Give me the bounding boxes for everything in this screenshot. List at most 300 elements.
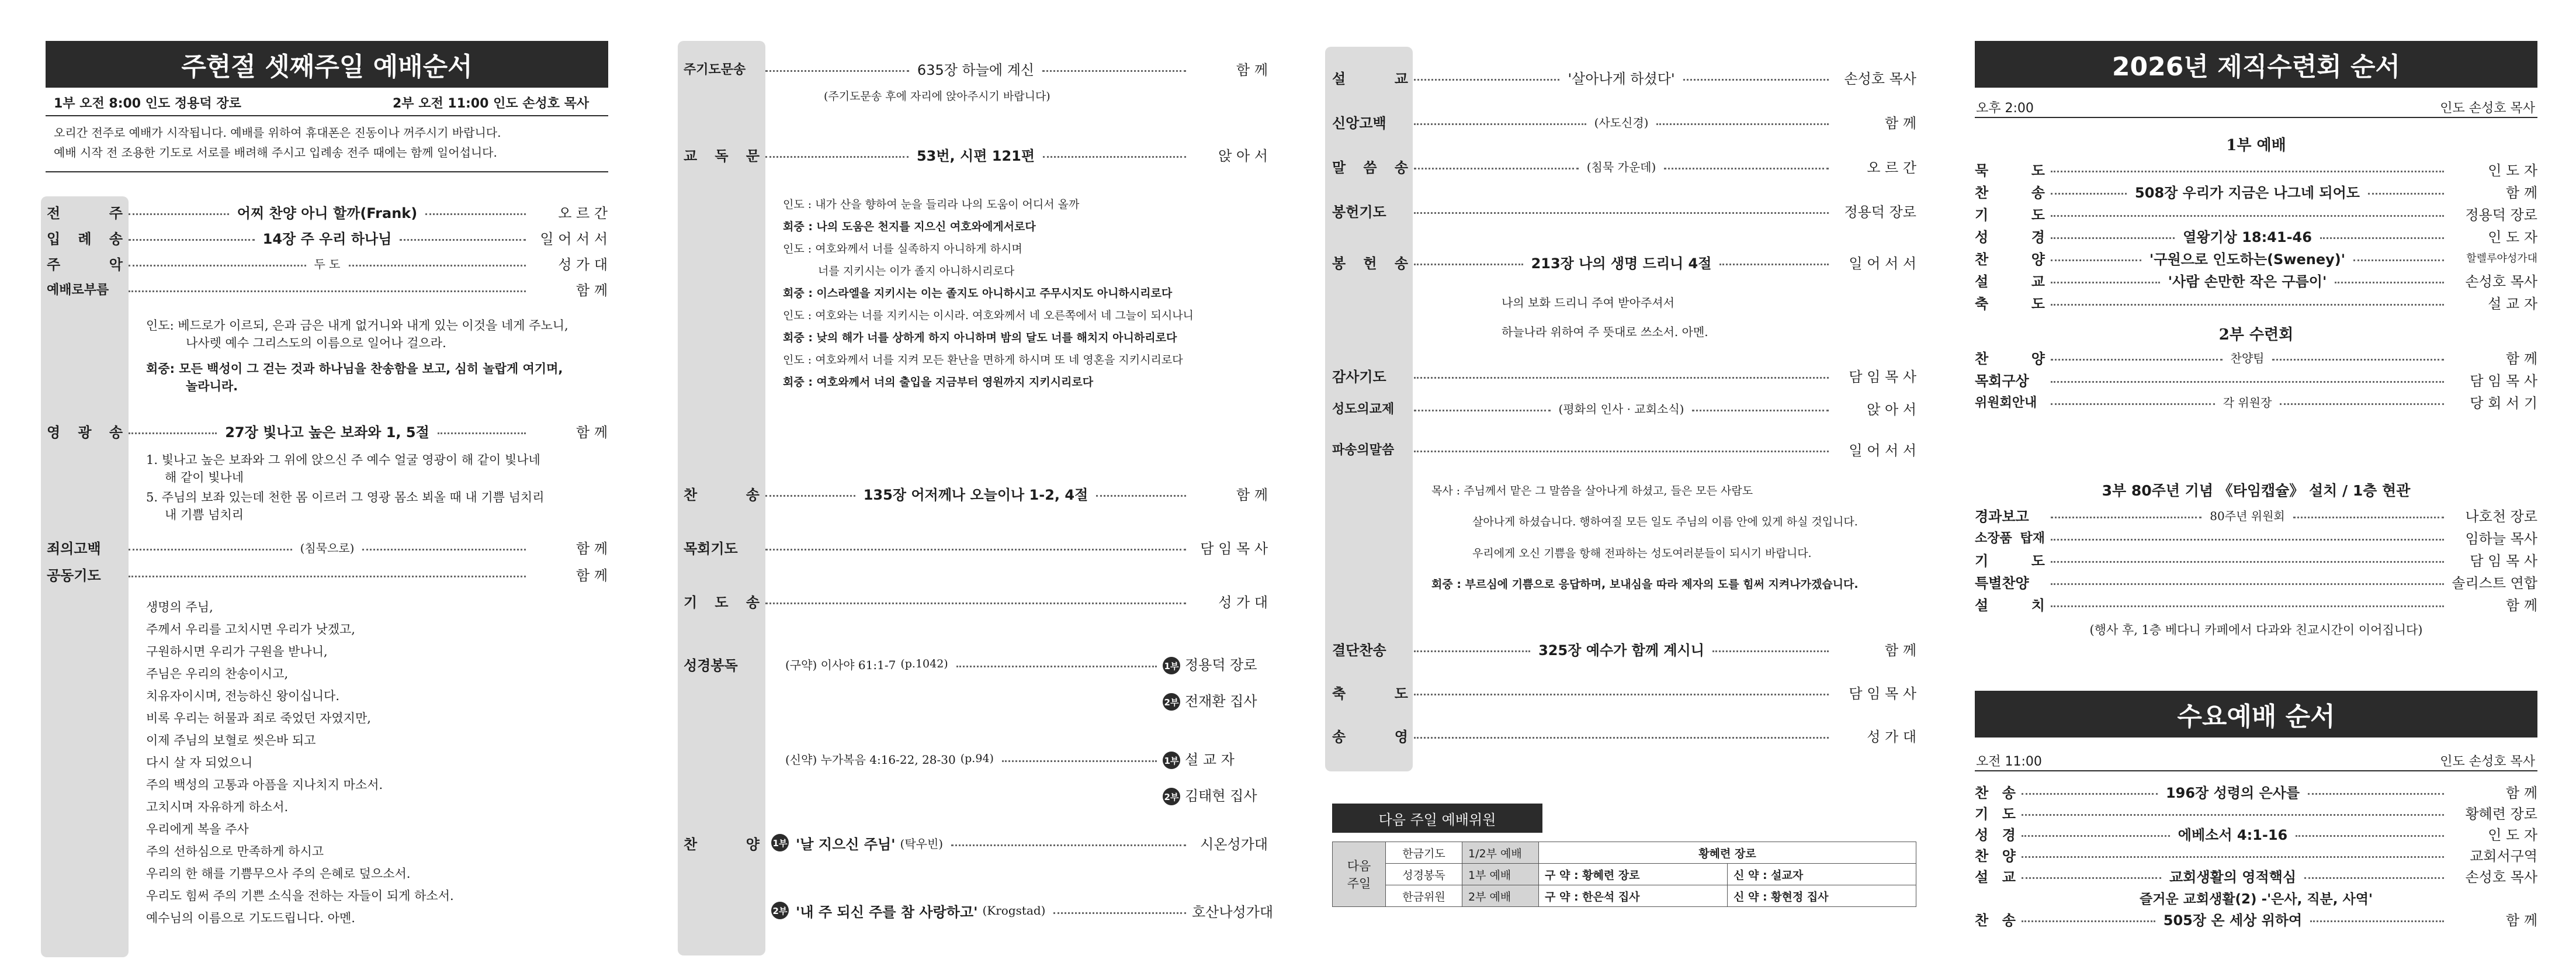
service-cell: 1부 예배 [1462, 864, 1539, 885]
leader-dots [2022, 814, 2444, 816]
prayer-line: 치유자이시며, 전능하신 왕이십니다. [146, 689, 339, 703]
reading1-reader2 [1163, 690, 1268, 711]
item-label: 찬 송 [1975, 184, 2045, 201]
call-line-1a: 인도: 베드로가 이르되, 은과 금은 내게 없거니와 내게 있는 이것을 네게 주노니, [146, 318, 568, 333]
p4-item [1975, 844, 2537, 865]
item-who: 함 께 [1885, 642, 1917, 659]
sending-line: 우리에게 오신 기쁨을 항해 전파하는 성도여러분들이 되시기 바랍니다. [1472, 547, 1812, 560]
leader-dots [2051, 215, 2444, 217]
panel-retreat-and-wednesday [1928, 0, 2576, 966]
leader-dots [2022, 856, 2444, 858]
badge-2nd-service: 2부 [1163, 693, 1180, 711]
item-who: 일 어 서 서 [1849, 255, 1916, 272]
leader-dots [2051, 304, 2444, 306]
item-label: 말 씀 송 [1332, 159, 1408, 176]
item-label: 결단찬송 [1332, 642, 1386, 659]
item-title: (평화의 인사 · 교회소식) [1558, 401, 1684, 416]
item-who: 교회서구역 [2470, 847, 2537, 864]
item-call-to-worship [47, 276, 608, 302]
p4-item [1975, 202, 2537, 224]
item-who: 설 교 자 [2488, 295, 2537, 312]
reading2-second [1163, 782, 1268, 808]
leader-dots [1096, 495, 1186, 497]
panel-worship-end [1285, 0, 1928, 966]
responsive-line: 인도 : 여호와께서 너를 실족하지 아니하게 하시며 [783, 243, 1022, 255]
item-responsive-reading [684, 141, 1268, 167]
offertory-line-2: 하늘나라 위하여 주 뜻대로 쓰소서. 아멘. [1502, 325, 1708, 339]
item-who: 손성호 목사 [2465, 273, 2538, 290]
item-title: 196장 성령의 은사를 [2165, 784, 2300, 801]
divider [46, 171, 608, 172]
leader-dots [1053, 912, 1186, 914]
congregation-line: 회중 : 나의 도움은 천지를 지으신 여호와에게서로다 [783, 220, 1036, 233]
item-music [47, 250, 608, 276]
item-who: 손성호 목사 [2465, 868, 2538, 885]
item-label: 목회구상 [1975, 372, 2029, 389]
congregation-line: 회중 : 여호와께서 너의 출입을 지금부터 영원까지 지키시리로다 [783, 376, 1094, 389]
service-cell: 2부 예배 [1462, 885, 1539, 907]
leader-dots [400, 239, 526, 241]
item-label: 찬 양 [1975, 251, 2045, 268]
leader-dots [951, 844, 1186, 846]
item-label: 봉 헌 송 [1332, 255, 1408, 272]
reading1-ref: (구약) 이사야 61:1-7 [785, 657, 896, 672]
item-label: 주기도문송 [684, 62, 746, 77]
p4-item [1975, 390, 2537, 413]
panel-order-of-worship [0, 0, 643, 966]
item-who: 인 도 자 [2488, 162, 2537, 179]
leader-dots [2022, 835, 2170, 837]
reader-name: 정용덕 장로 [1185, 657, 1257, 673]
leader-dots [349, 265, 526, 266]
item-introit [47, 224, 608, 250]
item-who: 정용덕 장로 [2465, 206, 2537, 223]
p4-item [1975, 368, 2537, 390]
badge-1st-service: 1부 [1163, 752, 1180, 769]
leader-dots [1414, 451, 1829, 452]
item-who: 담 임 목 사 [1849, 685, 1916, 702]
item-title: 찬양팀 [2230, 351, 2265, 365]
person-cell: 황혜련 장로 [1539, 842, 1916, 864]
leader-dots [2051, 539, 2444, 541]
prayer-line: 주의 선하심으로 만족하게 하시고 [146, 844, 324, 858]
reading2-reader2 [1163, 784, 1268, 805]
item-sending-word [1332, 436, 1916, 462]
call-line-1b: 나사렛 예수 그리스도의 이름으로 일어나 걸으라. [186, 336, 446, 350]
item-label: 소장품 탑재 [1975, 531, 2045, 546]
item-who: 함 께 [2506, 350, 2537, 367]
item-label: 성경봉독 [684, 657, 738, 674]
item-title: '살아나게 하셨다' [1568, 70, 1675, 87]
role-cell: 한금위원 [1386, 885, 1462, 907]
item-who: 인 도 자 [2488, 228, 2538, 245]
lords-prayer-note: (주기도문송 후에 자리에 앉아주시기 바랍니다) [824, 90, 1050, 103]
item-who: 오 르 간 [558, 205, 608, 221]
responsive-line: 너를 지키시는 이가 졸지 아니하시리로다 [818, 265, 1015, 278]
prayer-line: 우리도 힘써 주의 기쁜 소식을 전하는 자들이 되게 하소서. [146, 889, 454, 903]
item-who: 함 께 [576, 540, 608, 557]
item-who: 함 께 [1885, 115, 1917, 131]
item-label: 전 주 [47, 205, 123, 221]
leader-dots [1002, 760, 1157, 762]
leader-dots [2368, 193, 2444, 195]
item-label: 목회기도 [684, 540, 738, 557]
item-label: 묵 도 [1975, 162, 2045, 179]
congregation-response: 회중 : 부르심에 기쁨으로 응답하며, 보내심을 따라 제자의 도를 힘써 지켜나가겠습니다. [1431, 578, 1859, 591]
p4-item [1975, 593, 2537, 615]
item-label: 기 도 송 [684, 594, 760, 611]
item-anthem [684, 830, 1268, 856]
service1-info: 1부 오전 8:00 인도 정용덕 장로 [54, 96, 241, 111]
service-cell: 1/2부 예배 [1462, 842, 1539, 864]
item-title: 135장 어저께나 오늘이나 1-2, 4절 [863, 486, 1088, 503]
leader-dots [2353, 259, 2444, 261]
next-week-label: 다음 주일 [1333, 842, 1386, 907]
item-gloria [47, 418, 608, 444]
item-who: 나호천 장로 [2465, 508, 2538, 525]
retreat-leader: 인도 손성호 목사 [2440, 101, 2535, 116]
person-cell: 구 약 : 황혜련 장로 [1539, 864, 1728, 885]
item-label: 주 악 [47, 256, 123, 273]
leader-dots [1692, 410, 1829, 411]
item-title: 53번, 시편 121편 [916, 147, 1035, 164]
p4-item [1975, 291, 2537, 313]
reading2 [684, 746, 1268, 771]
item-title: 열왕기상 18:41-46 [2183, 228, 2312, 245]
after-event-note: (행사 후, 1층 베다니 카페에서 다과와 친교시간이 이어집니다) [2089, 623, 2423, 637]
sending-line: 살아나게 하셨습니다. 행하여질 모든 일도 주님의 이름 안에 있게 하실 것입니다. [1472, 515, 1858, 528]
reader-name: 전재환 집사 [1185, 693, 1257, 709]
item-who: 함 께 [576, 567, 608, 584]
item-title: 두 도 [314, 257, 341, 271]
item-who: 함 께 [1236, 486, 1268, 503]
leader-dots [1414, 168, 1579, 169]
leader-dots [2022, 793, 2158, 795]
item-common-prayer [47, 561, 608, 587]
item-who: 일 어 서 서 [1849, 442, 1916, 459]
divider [1975, 770, 2537, 771]
wednesday-time: 오전 11:00 [1976, 754, 2042, 769]
p4-item [1975, 802, 2537, 823]
leader-dots [129, 213, 229, 215]
item-who: 함 께 [2506, 184, 2538, 201]
leader-dots [2051, 237, 2175, 239]
anthem2-composer: (Krogstad) [982, 903, 1046, 917]
item-who: 인 도 자 [2488, 826, 2538, 843]
item-pastoral-prayer [684, 534, 1268, 560]
gloria-v1-cont: 해 같이 빛나네 [165, 470, 244, 484]
item-who: 함 께 [576, 424, 608, 441]
prayer-line: 비록 우리는 허물과 죄로 죽었던 자였지만, [146, 711, 371, 725]
leader-dots [1414, 264, 1523, 265]
item-label: 경과보고 [1975, 508, 2029, 525]
prayer-line: 주께서 우리를 고치시면 우리가 낫겠고, [146, 622, 355, 636]
item-who: 함 께 [2506, 912, 2538, 929]
item-creed [1332, 109, 1916, 134]
prayer-line: 우리에게 복을 주사 [146, 822, 249, 836]
leader-dots [1414, 737, 1829, 739]
item-who: 솔리스트 연합 [2452, 574, 2537, 591]
wednesday-leader: 인도 손성호 목사 [2440, 754, 2535, 769]
item-label: 기 도 [1975, 805, 2016, 822]
reading2-ref: (신약) 누가복음 4:16-22, 28-30 [785, 752, 956, 767]
item-offertory [1332, 249, 1916, 275]
leader-dots [129, 239, 255, 241]
item-who: 성 가 대 [1218, 594, 1268, 611]
leader-dots [2296, 835, 2444, 837]
item-label: 예배로부름 [47, 282, 109, 297]
call-response-cont: 놀라니라. [186, 379, 238, 393]
leader-dots [1719, 264, 1829, 265]
service2-info: 2부 오전 11:00 인도 손성호 목사 [393, 96, 590, 111]
leader-dots [2051, 561, 2444, 563]
item-label: 찬 양 [1975, 350, 2045, 367]
reader-name: 김태현 집사 [1185, 788, 1257, 804]
retreat-title: 2026년 제직수련회 순서 [1975, 41, 2537, 88]
item-title: 325장 예수가 함께 계시니 [1538, 642, 1704, 659]
role-cell: 성경봉독 [1386, 864, 1462, 885]
leader-dots [2022, 920, 2155, 922]
p4-item [1975, 781, 2537, 802]
item-title: 80주년 위원회 [2210, 508, 2285, 523]
leader-dots [2293, 517, 2444, 518]
responsive-line [783, 373, 1093, 391]
next-week-title: 다음 주일 예배위원 [1332, 804, 1542, 833]
item-label: 찬 양 [684, 836, 760, 853]
page-title: 주현절 셋째주일 예배순서 [46, 41, 608, 88]
leader-dots [2335, 282, 2444, 283]
prayer-line: 주의 백성의 고통과 아픔을 지나치지 마소서. [146, 778, 383, 792]
item-label: 봉헌기도 [1332, 203, 1386, 220]
leader-dots [129, 265, 306, 266]
leader-dots [2051, 259, 2141, 261]
item-who: 함 께 [1236, 61, 1268, 78]
item-label: 축 도 [1975, 295, 2045, 312]
gloria-v1: 1. 빛나고 높은 보좌와 그 위에 앉으신 주 예수 얼굴 영광이 해 같이 빛나네 [146, 453, 540, 467]
p4-item [1975, 224, 2537, 247]
item-who: 정용덕 장로 [1844, 203, 1916, 220]
prayer-line: 고치시며 자유하게 하소서. [146, 800, 289, 814]
p4-item [1975, 526, 2537, 548]
item-sermon [1332, 64, 1916, 90]
item-label: 기 도 [1975, 206, 2045, 223]
gloria-v5: 5. 주님의 보좌 있는데 천한 몸 이르러 그 영광 몸소 뵈올 때 내 기쁨 넘치리 [146, 490, 545, 504]
item-doxology [1332, 722, 1916, 748]
anthem2-title: '내 주 되신 주를 참 사랑하고' [796, 903, 978, 920]
item-label: 교 독 문 [684, 147, 760, 164]
anthem1-title: '날 지으신 주님' [796, 836, 896, 853]
item-word-song [1332, 153, 1916, 179]
item-who: 담 임 목 사 [2470, 372, 2537, 389]
item-title: 각 위원장 [2223, 395, 2272, 410]
item-label: 성 경 [1975, 826, 2016, 843]
item-thanks-prayer [1332, 362, 1916, 388]
leader-dots [2308, 793, 2444, 795]
leader-dots [2051, 359, 2223, 361]
congregation-line: 회중 : 낮의 해가 너를 상하게 하지 아니하며 밤의 달도 너를 해치지 아니하리로다 [783, 331, 1177, 344]
item-who: 손성호 목사 [1844, 70, 1916, 87]
item-who: 함 께 [2506, 597, 2537, 614]
leader-dots [956, 666, 1157, 667]
prayer-line: 구원하시면 우리가 구원을 받나니, [146, 645, 328, 659]
leader-dots [129, 290, 526, 292]
leader-dots [765, 603, 1186, 604]
item-label: 성 경 [1975, 228, 2045, 245]
call-response: 회중: 모든 백성이 그 걷는 것과 하나님을 찬송함을 보고, 심히 놀랍게 여기며, [146, 362, 563, 376]
p4-item [1975, 346, 2537, 368]
prayer-line: 예수님의 이름으로 기도드립니다. 아멘. [146, 911, 355, 925]
intro-line-1: 오리간 전주로 예배가 시작됩니다. 예배를 위하여 휴대폰은 진동이나 꺼주시기 바랍니다. [54, 126, 501, 140]
p4-item [1975, 269, 2537, 291]
leader-dots [2051, 403, 2215, 405]
item-label: 찬 송 [1975, 784, 2016, 801]
leader-dots [1414, 212, 1829, 214]
item-offering-prayer [1332, 198, 1916, 223]
leader-dots [1414, 694, 1829, 695]
call-line-2a [146, 360, 563, 378]
item-title: '사람 손만한 작은 구름이' [2168, 273, 2327, 290]
leader-dots [129, 549, 292, 550]
item-label: 축 도 [1332, 685, 1408, 702]
item-label: 설 교 [1975, 273, 2045, 290]
item-label: 송 영 [1332, 728, 1408, 745]
responsive-line [783, 329, 1177, 347]
item-label: 기 도 [1975, 552, 2045, 569]
leader-dots [2051, 583, 2444, 585]
item-title: (침묵 가운데) [1586, 160, 1656, 174]
call-line-2b [186, 378, 238, 395]
item-who: 함 께 [2506, 784, 2538, 801]
leader-dots [765, 549, 1186, 550]
badge-1st-service: 1부 [1163, 657, 1180, 674]
item-benediction [1332, 679, 1916, 705]
reader-name: 설 교 자 [1185, 752, 1235, 768]
badge-2nd-service: 2부 [1163, 788, 1180, 805]
badge-1st-service: 1부 [771, 834, 789, 851]
item-label: 입 례 송 [47, 230, 123, 247]
p4-item [1975, 180, 2537, 202]
leader-dots [2304, 877, 2444, 879]
item-title: 27장 빛나고 높은 보좌와 1, 5절 [225, 424, 429, 441]
prayer-line: 주님은 우리의 찬송이시고, [146, 667, 289, 681]
leader-dots [425, 213, 526, 215]
leader-dots [2051, 381, 2444, 383]
item-commitment-hymn [1332, 636, 1916, 662]
item-title: '구원으로 인도하는(Sweney)' [2149, 251, 2346, 268]
leader-dots [1414, 79, 1559, 81]
leader-dots [2022, 877, 2161, 879]
item-who: 황혜련 장로 [2465, 805, 2537, 822]
sermon-subtitle: 즐거운 교회생활(2) -'은사, 직분, 사역' [2140, 892, 2373, 907]
item-title: 14장 주 우리 하나님 [262, 230, 392, 247]
reading1-page: (p.1042) [900, 657, 948, 670]
sending-line: 목사 : 주님께서 맡은 그 말씀을 살아나게 하셨고, 들은 모든 사람도 [1431, 484, 1753, 497]
item-hymn [684, 480, 1268, 506]
item-who: 앉 아 서 [1218, 147, 1268, 164]
reading2-page: (p.94) [960, 752, 994, 765]
offertory-line-1: 나의 보화 드리니 주여 받아주셔서 [1502, 296, 1674, 310]
item-label: 찬 송 [1975, 912, 2016, 929]
part3-heading: 3부 80주년 기념 《타임캡슐》 설치 / 1층 현관 [2102, 482, 2411, 499]
leader-dots [2051, 517, 2201, 518]
item-who: 함 께 [576, 282, 608, 299]
leader-dots [2272, 359, 2444, 361]
item-who: 일 어 서 서 [540, 230, 608, 247]
leader-dots [129, 432, 217, 434]
leader-dots [765, 495, 855, 497]
leader-dots [1043, 156, 1186, 158]
item-title: 635장 하늘에 계신 [917, 61, 1035, 78]
retreat-time: 오후 2:00 [1976, 101, 2034, 116]
intro-line-2: 예배 시작 전 조용한 기도로 서로를 배려해 주시고 입례송 전주 때에는 함께 일어섭니다. [54, 146, 497, 160]
p4-item [1975, 504, 2537, 526]
item-who: 성 가 대 [1867, 728, 1916, 745]
item-who: 담 임 목 사 [2470, 552, 2537, 569]
item-label: 설 교 [1332, 70, 1408, 87]
leader-dots [2310, 920, 2444, 922]
leader-dots [362, 549, 526, 550]
item-who: 담 임 목 사 [1849, 368, 1916, 385]
item-who: 임하늘 목사 [2465, 530, 2537, 547]
item-who: 당 회 서 기 [2470, 394, 2538, 411]
leader-dots [1414, 377, 1829, 379]
responsive-line [783, 285, 1172, 302]
leader-dots [1414, 123, 1586, 125]
congregation-line: 회중 : 이스라엘을 지키시는 이는 졸지도 아니하시고 주무시지도 아니하시리로다 [783, 287, 1173, 300]
prayer-line: 우리의 한 해를 기쁨무으사 주의 은혜로 덮으소서. [146, 867, 411, 881]
item-label: 감사기도 [1332, 368, 1386, 385]
p4-item [1975, 823, 2537, 844]
prayer-text [146, 596, 454, 929]
item-title: (사도신경) [1594, 115, 1649, 130]
responsive-line: 인도 : 여호와는 너를 지키시는 이시라. 여호와께서 네 오른쪽에서 네 그늘이 되시나니 [783, 309, 1194, 322]
item-title: 213장 나의 생명 드리니 4절 [1531, 255, 1712, 272]
item-label: 영 광 송 [47, 424, 123, 441]
prayer-line: 다시 살 자 되었으니 [146, 756, 253, 770]
leader-dots [1712, 650, 1829, 652]
item-who: 성 가 대 [558, 256, 608, 273]
item-who: 오 르 간 [1867, 159, 1917, 176]
leader-dots [1656, 123, 1829, 125]
leader-dots [2051, 605, 2444, 607]
item-scripture [684, 651, 1268, 677]
p4-item [1975, 158, 2537, 180]
item-label: 성도의교제 [1332, 401, 1395, 417]
part1-heading: 1부 예배 [2226, 137, 2286, 154]
leader-dots [2320, 237, 2444, 239]
leader-dots [1414, 410, 1551, 411]
person-cell: 구 약 : 한은석 집사 [1539, 885, 1728, 907]
leader-dots [2051, 282, 2160, 283]
badge-2nd-service: 2부 [771, 902, 789, 919]
p4-item [1975, 570, 2537, 593]
part2-heading: 2부 수련회 [2218, 326, 2294, 344]
item-label: 죄의고백 [47, 540, 101, 557]
item-title: 어찌 찬양 아니 할까(Frank) [237, 205, 418, 221]
leader-dots [1042, 70, 1186, 72]
responsive-line: 인도 : 내가 산을 향하여 눈을 들리라 나의 도움이 어디서 올까 [783, 198, 1080, 211]
item-who: 앉 아 서 [1867, 401, 1917, 418]
item-label: 찬 양 [1975, 847, 2016, 864]
item-label: 찬 송 [684, 486, 760, 503]
p4-item [1975, 908, 2537, 929]
item-label: 위원회안내 [1975, 395, 2037, 410]
item-lords-prayer [684, 56, 1268, 81]
p4-item [1975, 865, 2537, 886]
leader-dots [765, 70, 909, 72]
item-title: 508장 우리가 지금은 나그네 되어도 [2135, 184, 2360, 201]
divider [1975, 117, 2537, 118]
